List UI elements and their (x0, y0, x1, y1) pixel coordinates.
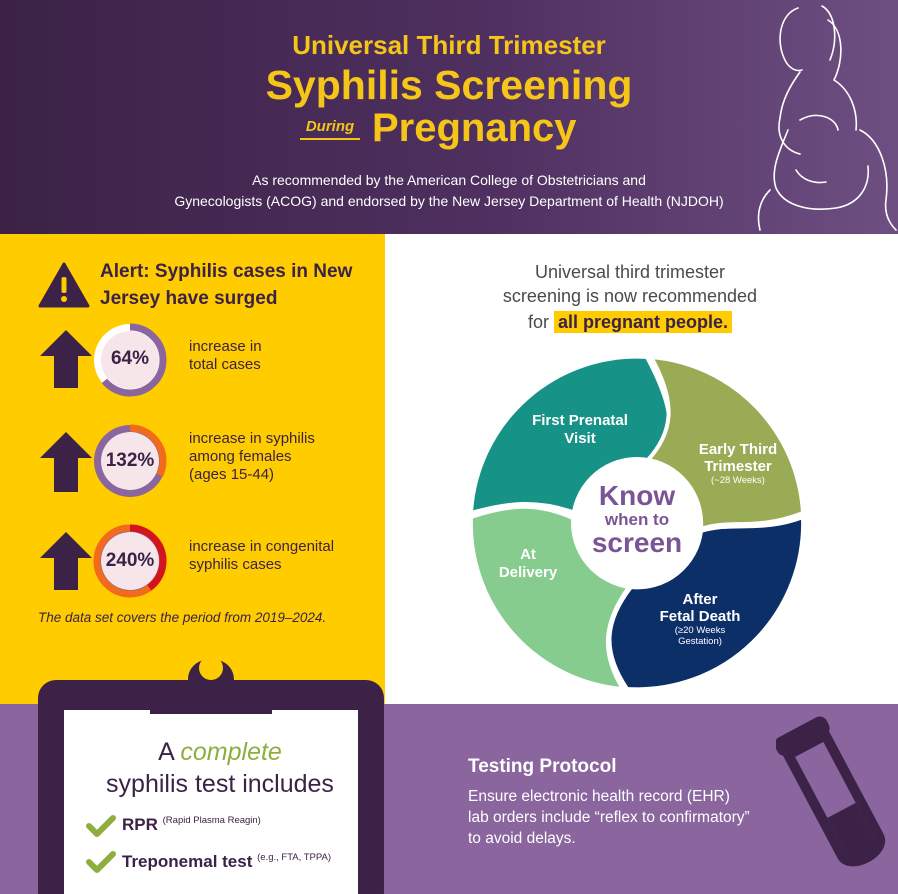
header-pregnancy: Pregnancy (372, 106, 577, 150)
segment-label-line: Early Third (698, 441, 778, 458)
arrow-up-icon (40, 432, 92, 492)
stat-text-line: increase in syphilis (189, 430, 315, 447)
stat-value-2: 132% (105, 450, 155, 471)
stat-text-line: total cases (189, 356, 261, 373)
protocol-line: lab orders include “reflex to confirmatory” (468, 809, 750, 826)
test-item-rpr (122, 815, 261, 835)
segment-sub-label: (~28 Weeks) (711, 475, 765, 486)
segment-label-line: First Prenatal (532, 412, 628, 429)
segment-label-line: After (682, 591, 718, 608)
screening-intro-line2: screening is now recommended (502, 286, 758, 306)
segment-label-line: Fetal Death (659, 608, 741, 625)
screening-highlight: all pregnant people. (554, 311, 732, 333)
test-heading-line2: syphilis test includes (106, 770, 334, 798)
label-early-third-trimester (680, 441, 796, 487)
segment-label-line: Trimester (704, 458, 772, 475)
test-item-label: Treponemal test (122, 852, 253, 871)
checkmark-icon (86, 850, 116, 874)
header-subtitle-line2: Gynecologists (ACOG) and endorsed by the New Jersey Department of Health (NJDOH) (174, 193, 724, 209)
protocol-line: to avoid delays. (468, 830, 576, 847)
test-heading-line1 (80, 738, 360, 767)
stat-description-1 (189, 338, 262, 374)
stat-value-1: 64% (110, 348, 150, 369)
header-during: During (300, 118, 360, 140)
stat-text-line: (ages 15-44) (189, 466, 275, 483)
protocol-line: Ensure electronic health record (EHR) (468, 788, 730, 805)
arrow-up-icon (40, 330, 92, 388)
arrow-up-icon (40, 532, 92, 590)
segment-label-line: Delivery (498, 564, 558, 581)
test-item-treponemal (122, 852, 331, 872)
data-period-note: The data set covers the period from 2019–2024. (38, 610, 327, 625)
test-item-note: (e.g., FTA, TPPA) (257, 852, 332, 863)
wheel-center-text (577, 482, 697, 557)
test-item-label: RPR (122, 815, 158, 834)
center-know: Know (598, 480, 676, 511)
label-after-fetal-death (640, 591, 760, 647)
stat-text-line: syphilis cases (189, 556, 282, 573)
checkmark-icon (86, 814, 116, 838)
screening-intro (440, 260, 820, 334)
segment-sub-label: Gestation) (678, 636, 722, 647)
label-first-prenatal-visit (510, 412, 650, 448)
header-title-line2: Syphilis Screening (265, 62, 633, 108)
stat-description-3 (189, 538, 334, 574)
label-at-delivery (478, 546, 578, 582)
test-tube-icon (776, 712, 894, 884)
stat-text-line: among females (189, 448, 292, 465)
test-heading-a: A (158, 738, 181, 766)
stat-text-line: increase in (189, 338, 262, 355)
stat-value-3: 240% (105, 550, 155, 571)
segment-label-line: At (520, 546, 536, 563)
center-when-to: when to (604, 510, 670, 529)
screening-intro-line3: for (527, 312, 554, 332)
center-screen: screen (591, 527, 683, 558)
screening-intro-line1: Universal third trimester (534, 262, 726, 282)
segment-sub-label: (≥20 Weeks (674, 625, 726, 636)
header-title-line1: Universal Third Trimester (292, 30, 606, 60)
warning-icon (38, 262, 90, 308)
header-subtitle (0, 170, 898, 212)
segment-label-line: Visit (564, 430, 596, 447)
test-item-note: (Rapid Plasma Reagin) (162, 815, 261, 826)
protocol-title: Testing Protocol (468, 756, 617, 777)
stat-text-line: increase in congenital (189, 538, 335, 555)
stat-description-2 (189, 430, 315, 484)
protocol-body (468, 786, 828, 849)
test-heading-complete: complete (180, 738, 282, 766)
alert-title: Alert: Syphilis cases in New Jersey have surged (100, 261, 353, 309)
header-subtitle-line1: As recommended by the American College of Obstetricians and (252, 172, 646, 188)
